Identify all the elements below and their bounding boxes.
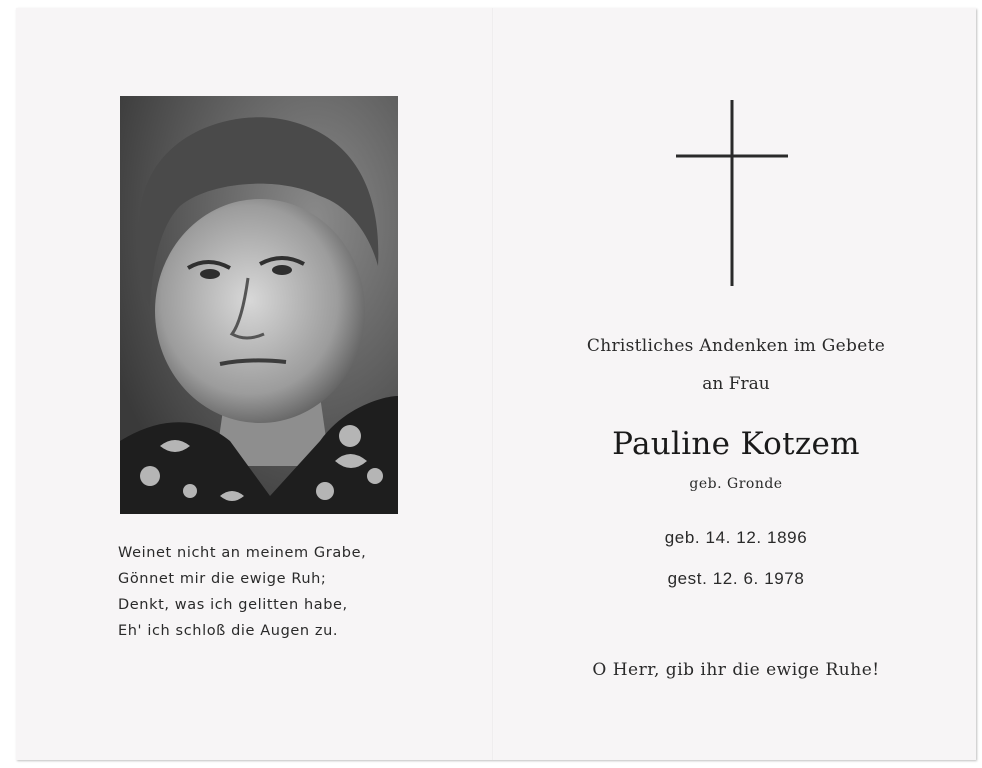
maiden-name: geb. Gronde [689, 476, 783, 492]
poem-line: Denkt, was ich gelitten habe, [118, 597, 348, 613]
salutation: an Frau [702, 374, 770, 394]
poem-line: Eh' ich schloß die Augen zu. [118, 623, 339, 639]
portrait-photo-icon [120, 96, 398, 514]
closing-prayer: O Herr, gib ihr die ewige Ruhe! [592, 660, 880, 680]
poem-line: Weinet nicht an meinem Grabe, [118, 545, 367, 561]
death-date: gest. 12. 6. 1978 [667, 569, 805, 588]
dedication-intro: Christliches Andenken im Gebete [586, 336, 886, 356]
poem-line: Gönnet mir die ewige Ruh; [118, 571, 327, 587]
card-fold-line [492, 8, 494, 760]
deceased-name: Pauline Kotzem [612, 426, 860, 462]
memorial-card [16, 8, 976, 760]
birth-date: geb. 14. 12. 1896 [664, 528, 808, 547]
poem-verse [118, 540, 438, 644]
cross-icon [676, 100, 788, 286]
